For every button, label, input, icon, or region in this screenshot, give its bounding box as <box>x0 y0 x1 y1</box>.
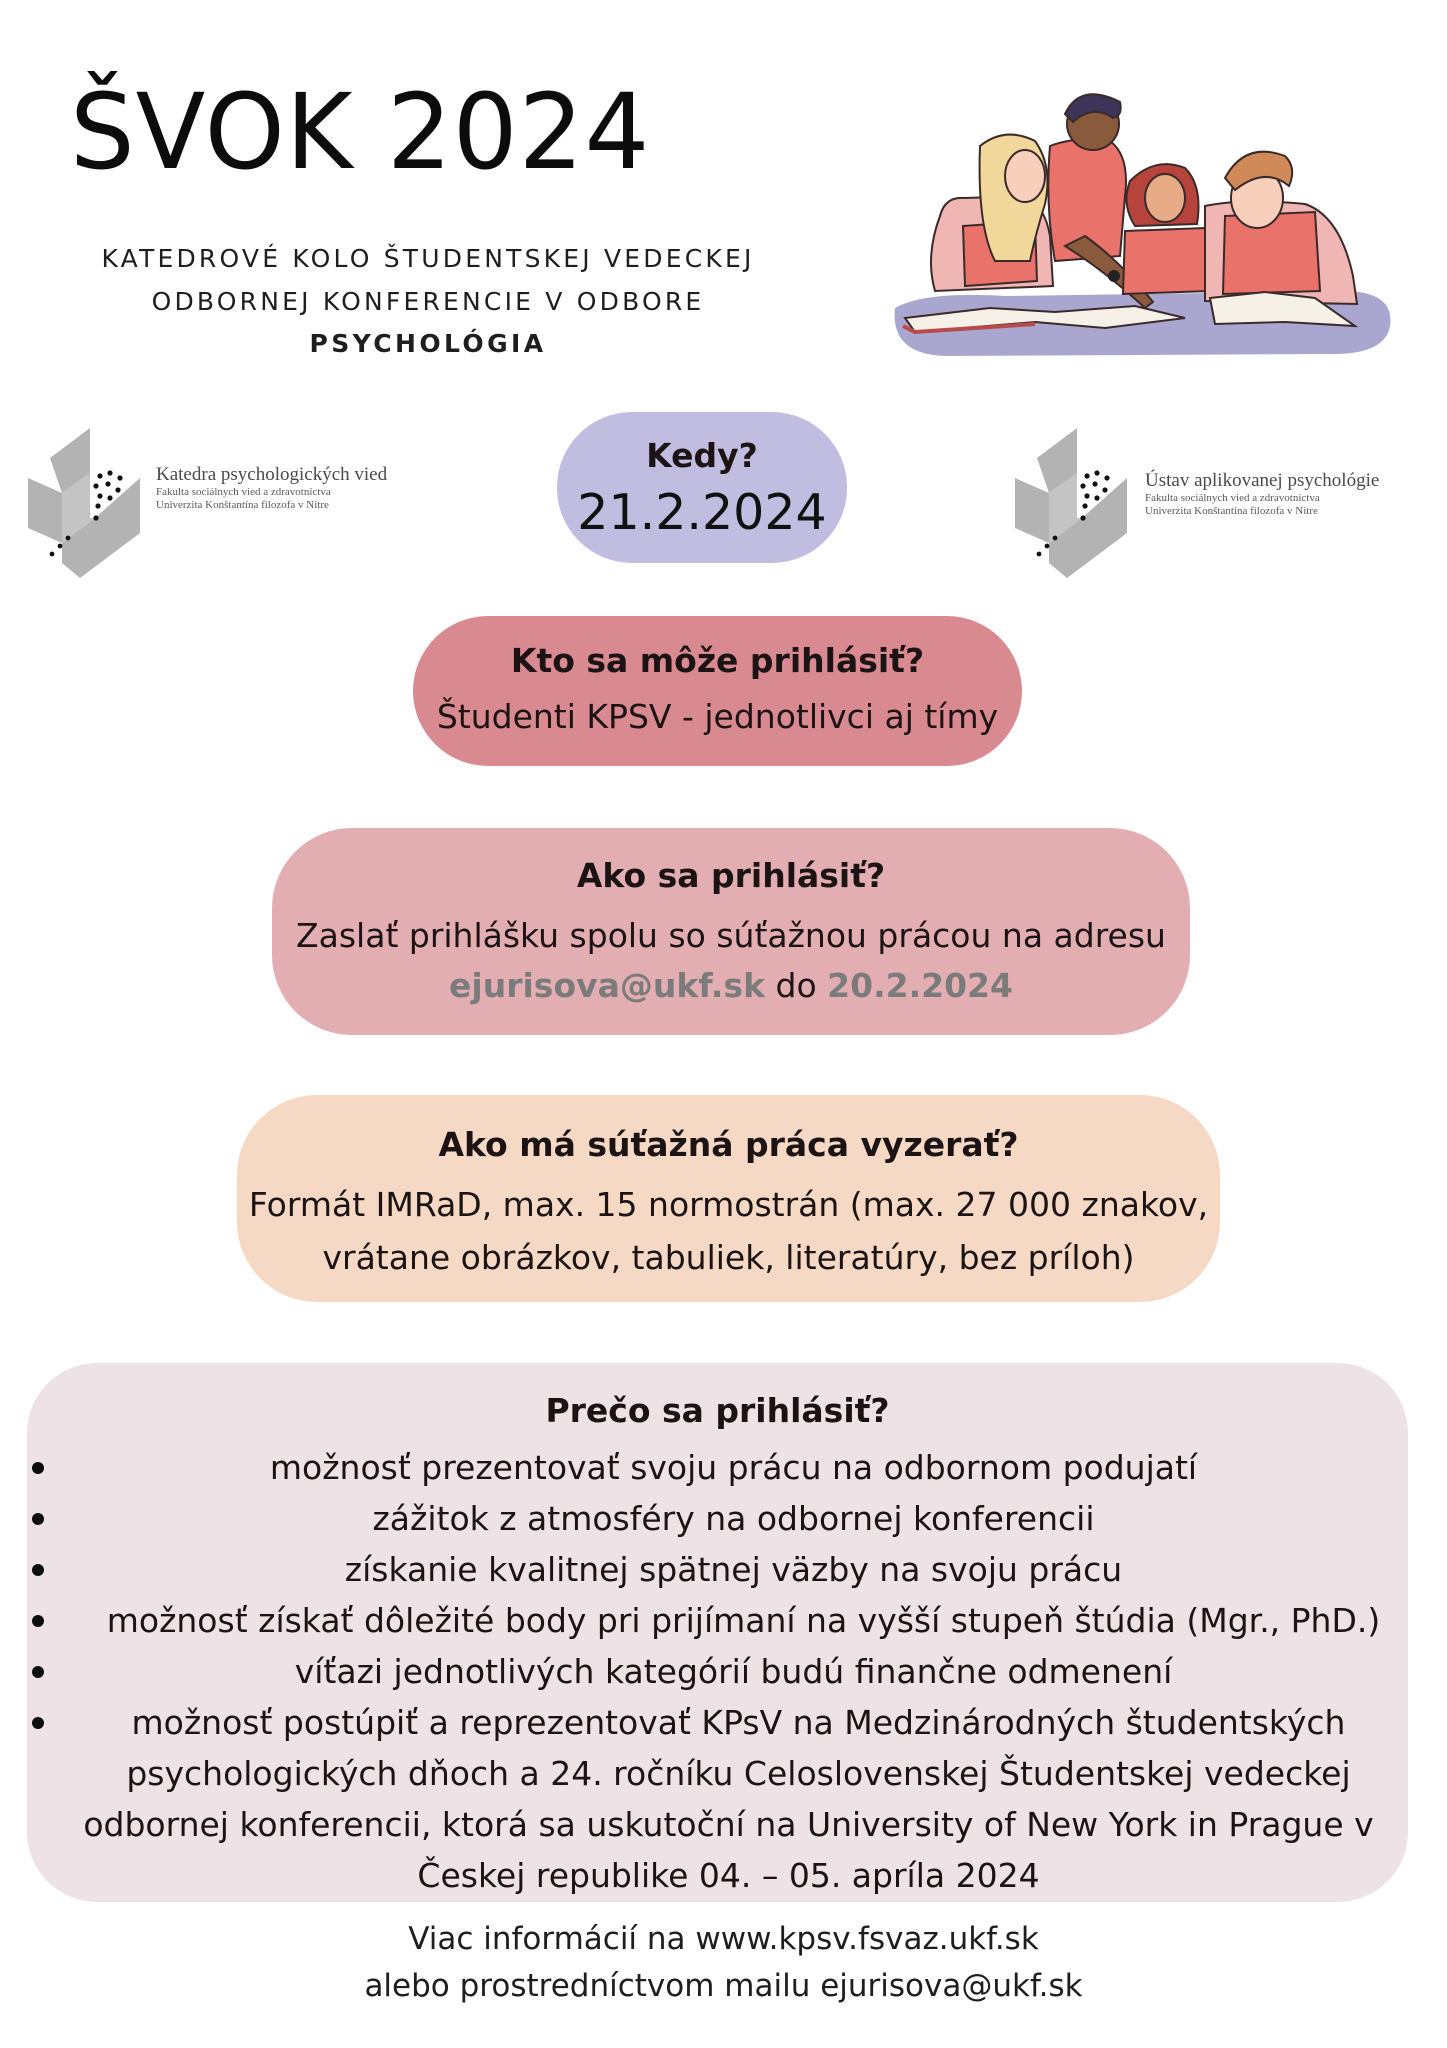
format-box <box>237 1095 1220 1302</box>
bullet-icon <box>32 1615 44 1627</box>
event-date: 21.2.2024 <box>577 484 827 541</box>
list-item <box>0 1697 1447 1901</box>
list-item-line: psychologických dňoch a 24. ročníku Celoslovenskej Študentskej vedeckej <box>126 1754 1351 1793</box>
logo-faculty-name: Fakulta sociálnych vied a zdravotníctva <box>156 486 331 498</box>
deadline-date: 20.2.2024 <box>827 966 1013 1005</box>
list-item: zážitok z atmosféry na odbornej konferencii <box>0 1493 1447 1544</box>
list-item: víťazi jednotlivých kategórií budú finančne odmenení <box>0 1646 1447 1697</box>
when-heading: Kedy? <box>646 436 758 475</box>
subtitle-line: KATEDROVÉ KOLO ŠTUDENTSKEJ VEDECKEJ <box>101 244 755 273</box>
contact-email-link[interactable]: ejurisova@ukf.sk <box>449 966 766 1005</box>
faculty-logo-mark-icon <box>20 418 152 578</box>
who-heading: Kto sa môže prihlásiť? <box>510 641 925 680</box>
who-box <box>413 616 1022 766</box>
footer-website[interactable]: Viac informácií na www.kpsv.fsvaz.ukf.sk <box>408 1921 1039 1957</box>
bullet-icon <box>32 1666 44 1678</box>
footer-email[interactable]: alebo prostredníctvom mailu ejurisova@ukf.sk <box>364 1968 1083 2004</box>
logo-university-name: Univerzita Konštantína filozofa v Nitre <box>156 499 329 511</box>
bullet-icon <box>32 1564 44 1576</box>
logo-katedra-psychologickych-vied <box>18 418 488 578</box>
logo-university-name: Univerzita Konštantína filozofa v Nitre <box>1145 505 1318 517</box>
students-studying-illustration <box>885 86 1405 366</box>
bullet-icon <box>32 1462 44 1474</box>
list-item: možnosť prezentovať svoju prácu na odbornom podujatí <box>0 1442 1447 1493</box>
list-item: získanie kvalitnej spätnej väzby na svoju prácu <box>0 1544 1447 1595</box>
logo-department-name: Katedra psychologických vied <box>156 464 388 485</box>
footer-info <box>0 1916 1447 2010</box>
how-text: Zaslať prihlášku spolu so súťažnou prácou na adresu <box>296 916 1166 955</box>
how-connector: do <box>775 966 817 1005</box>
logo-ustav-aplikovanej-psychologie <box>1005 418 1425 578</box>
subtitle-field: PSYCHOLÓGIA <box>309 329 547 358</box>
bullet-icon <box>32 1513 44 1525</box>
who-text: Študenti KPSV - jednotlivci aj tímy <box>436 697 999 736</box>
format-text-line: vrátane obrázkov, tabuliek, literatúry, bez príloh) <box>322 1238 1135 1277</box>
logo-faculty-name: Fakulta sociálnych vied a zdravotníctva <box>1145 492 1320 504</box>
how-to-apply-box <box>272 828 1190 1035</box>
list-item: možnosť získať dôležité body pri prijímaní na vyšší stupeň štúdia (Mgr., PhD.) <box>0 1595 1447 1646</box>
when-box <box>557 412 847 563</box>
list-item-line: Českej republike 04. – 05. apríla 2024 <box>417 1856 1040 1895</box>
poster-subtitle <box>10 238 846 366</box>
poster-title: ŠVOK 2024 <box>70 71 651 193</box>
why-heading: Prečo sa prihlásiť? <box>545 1391 890 1430</box>
list-item-line: odbornej konferencii, ktorá sa uskutoční na University of New York in Prague v <box>83 1805 1374 1844</box>
format-text-line: Formát IMRaD, max. 15 normostrán (max. 27 000 znakov, <box>248 1185 1209 1224</box>
why-list <box>0 1442 1447 1901</box>
how-heading: Ako sa prihlásiť? <box>576 856 886 895</box>
format-heading: Ako má súťažná práca vyzerať? <box>438 1125 1019 1164</box>
list-item-line: možnosť postúpiť a reprezentovať KPsV na Medzinárodných študentských <box>131 1703 1346 1742</box>
faculty-logo-mark-icon <box>1007 418 1139 578</box>
subtitle-line: ODBORNEJ KONFERENCIE V ODBORE <box>151 286 705 316</box>
logo-department-name: Ústav aplikovanej psychológie <box>1145 470 1380 491</box>
